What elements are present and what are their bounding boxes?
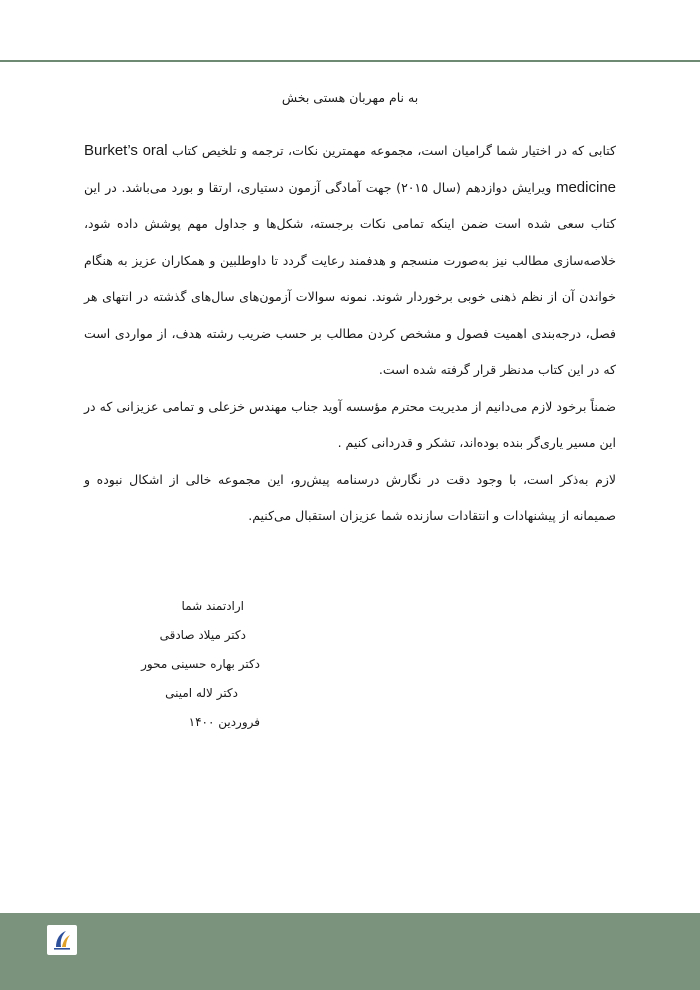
paragraph-1-rest: ویرایش دوازدهم (سال ۲۰۱۵) جهت آمادگی آزمون دستیاری، ارتقا و بورد می‌باشد. در این کتاب سعی شده است ضمن اینکه تمامی نکات برجسته، شکل‌ها و جداول مهم پوشش داده شود، خلاصه‌سازی مطالب نیز به‌صورت منسجم و هدفمند رعایت گردد تا داوطلبین و همکاران عزیز به هنگام خواندن آن از نظم ذهنی خوبی برخوردار شوند. نمونه سوالات آزمون‌های سال‌های گذشته در انتهای هر فصل، درجه‌بندی اهمیت فصول و مشخص کردن مطالب بر حسب ضریب رشته هدف، از مواردی است که در این کتاب مدنظر قرار گرفته شده است. [84, 179, 616, 377]
avid-logo-icon [47, 925, 77, 955]
header-divider [0, 60, 700, 62]
preface-paragraph-1 [84, 133, 616, 389]
signature-author-2: دکتر بهاره حسینی محور [141, 657, 260, 671]
footer-band [0, 913, 700, 990]
page-heading: به نام مهربان هستی بخش [281, 90, 419, 105]
preface-paragraph-3: لازم به‌ذکر است، با وجود دقت در نگارش درسنامه پیش‌رو، این مجموعه خالی از اشکال نبوده و صمیمانه از پیشنهادات و انتقادات سازنده شما عزیزان استقبال می‌کنیم. [84, 471, 616, 523]
book-title: Burket’s oral medicine [84, 142, 616, 196]
preface-body [84, 133, 616, 535]
signature-author-3: دکتر لاله امینی [165, 686, 238, 700]
signature-date: فروردین ۱۴۰۰ [188, 715, 260, 729]
preface-paragraph-2: ضمناً برخود لازم می‌دانیم از مدیریت محترم مؤسسه آوید جناب مهندس خزعلی و تمامی عزیزانی که در این مسیر یاری‌گر بنده بوده‌اند، تشکر و قدردانی کنیم . [84, 398, 616, 450]
signature-block [141, 592, 260, 737]
signature-author-1: دکتر میلاد صادقی [159, 628, 246, 642]
signature-closing: ارادتمند شما [181, 599, 244, 613]
paragraph-1-intro: کتابی که در اختیار شما گرامیان است، مجموعه مهمترین نکات، ترجمه و تلخیص کتاب [167, 143, 617, 158]
